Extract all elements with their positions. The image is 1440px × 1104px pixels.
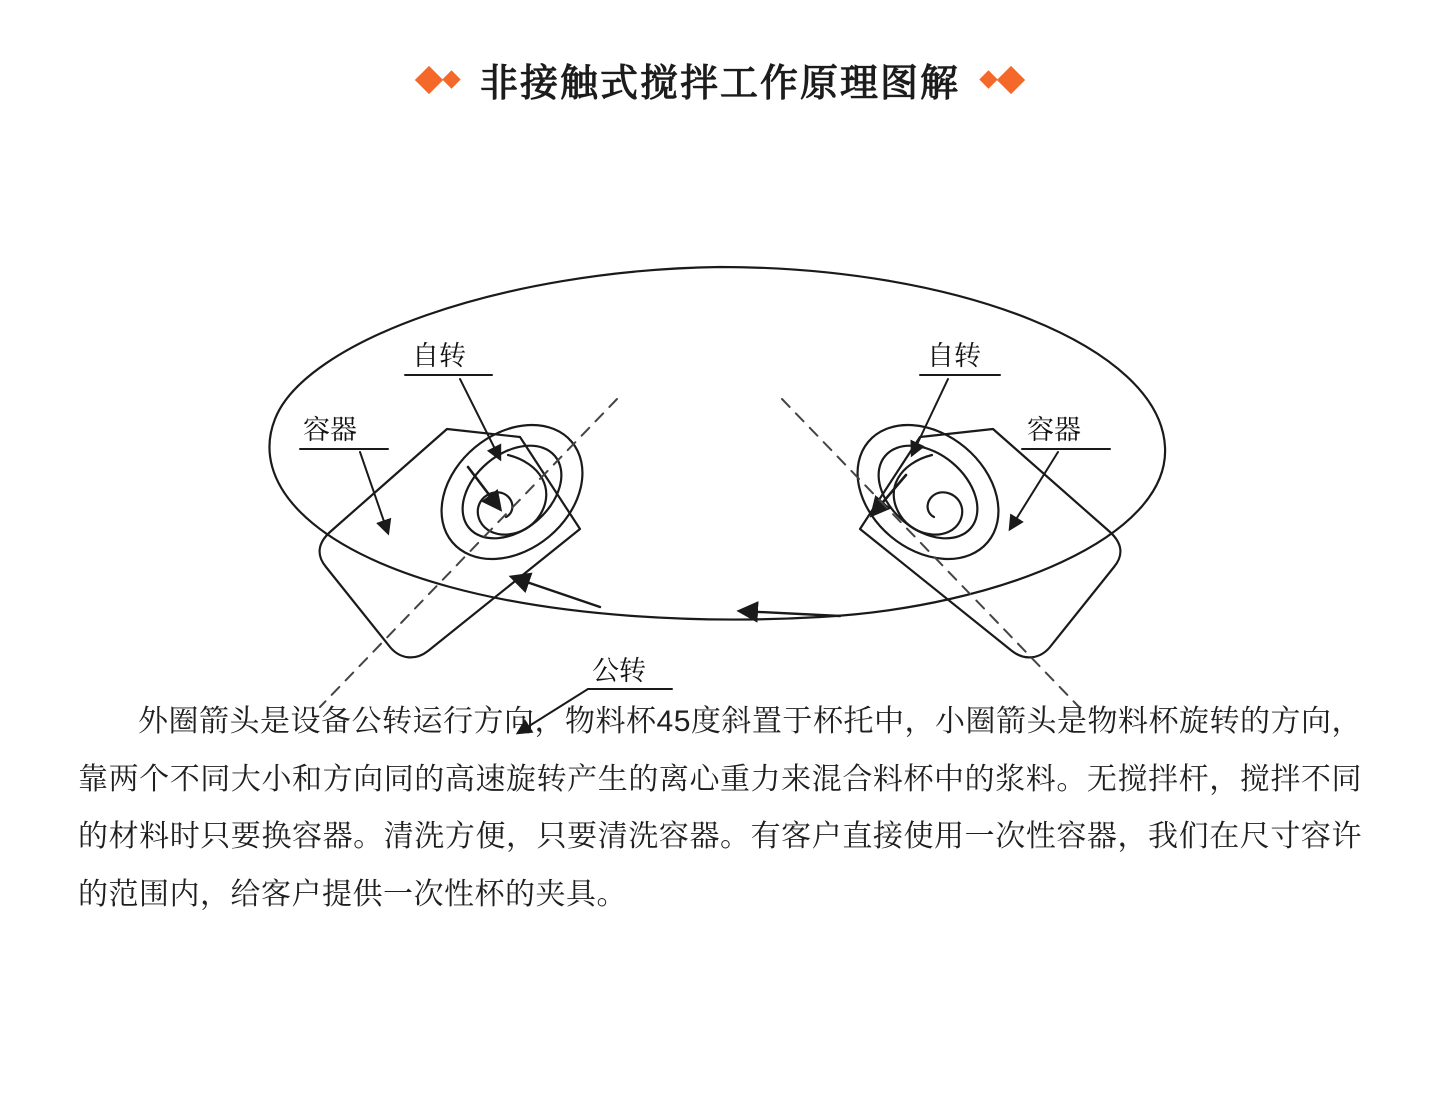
page-title: 非接触式搅拌工作原理图解 <box>479 63 960 105</box>
diamond-ornament-icon-right <box>982 70 1021 90</box>
diamond-small-left-icon <box>442 70 460 88</box>
right-spin-leader <box>912 379 948 455</box>
left-spin-leader <box>460 379 500 459</box>
label-right-rotation: 自转 <box>927 341 981 371</box>
right-container-leader <box>1010 452 1058 529</box>
principle-diagram <box>0 137 1440 686</box>
diamond-large-right-icon <box>997 65 1025 93</box>
diamond-small-right-icon <box>979 70 997 88</box>
right-axis-dashed-line <box>782 399 1079 707</box>
orbit-arrow-right <box>740 611 840 616</box>
label-revolution: 公转 <box>592 656 646 686</box>
left-container-leader <box>360 452 388 533</box>
description-paragraph: 外圈箭头是设备公转运行方向，物料杯45度斜置于杯托中，小圈箭头是物料杯旋转的方向，靠两个不同大小和方向同的高速旋转产生的离心重力来混合料杯中的浆料。无搅拌杆，搅拌不同的材料时只要换容器。清洗方便，只要清洗容器。有客户直接使用一次性容器，我们在尺寸容许的范围内，给客户提供一次性杯的夹具。 <box>78 705 1362 911</box>
diamond-large-left-icon <box>415 65 443 93</box>
page-title-row <box>0 0 1440 107</box>
diamond-ornament-icon <box>419 70 458 90</box>
left-axis-dashed-line <box>320 399 617 707</box>
left-container-cup <box>320 397 609 657</box>
label-left-rotation: 自转 <box>412 341 466 371</box>
label-left-container: 容器 <box>303 415 357 445</box>
label-right-container: 容器 <box>1027 415 1081 445</box>
diagram-svg <box>0 137 1440 686</box>
left-spin-arrow <box>468 467 500 509</box>
right-spin-arrow <box>872 475 906 515</box>
